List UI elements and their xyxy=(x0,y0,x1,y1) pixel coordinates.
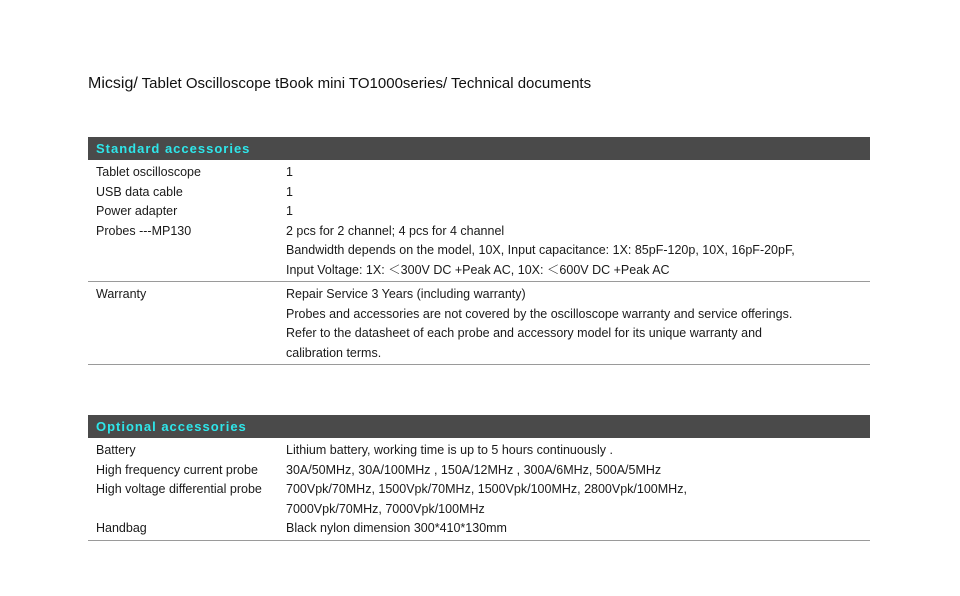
section-header-optional: Optional accessories xyxy=(88,415,870,438)
row-value xyxy=(286,441,870,461)
row-label: Handbag xyxy=(96,521,147,535)
table-row xyxy=(88,441,870,461)
row-value-line: 1 xyxy=(286,204,293,218)
row-label: Tablet oscilloscope xyxy=(96,165,201,179)
breadcrumb-brand: Micsig/ xyxy=(88,75,138,92)
row-group xyxy=(88,438,870,541)
row-value xyxy=(286,285,870,363)
row-value-line: Probes and accessories are not covered by the oscilloscope warranty and service offerings. xyxy=(286,306,793,321)
breadcrumb-section: Technical documents xyxy=(447,75,592,92)
row-value xyxy=(286,163,870,183)
row-value xyxy=(286,461,870,481)
table-row xyxy=(88,222,870,281)
row-value xyxy=(286,202,870,222)
row-group xyxy=(88,160,870,282)
row-value-line: 1 xyxy=(286,165,293,179)
row-value-line: 1 xyxy=(286,184,293,199)
breadcrumb-product: Tablet Oscilloscope tBook mini TO1000series/ xyxy=(137,75,448,92)
table-row xyxy=(88,480,870,519)
row-label: Probes ---MP130 xyxy=(96,223,192,238)
row-label: High frequency current probe xyxy=(96,462,258,477)
table-row xyxy=(88,285,870,363)
row-value xyxy=(286,519,870,539)
table-row xyxy=(88,461,870,481)
row-value-line: 700Vpk/70MHz, 1500Vpk/70MHz, 1500Vpk/100MHz, 2800Vpk/100MHz, xyxy=(286,482,687,496)
row-value-line: Repair Service 3 Years (including warranty) xyxy=(286,287,526,301)
row-value-line: Input Voltage: 1X: ＜300V DC +Peak AC, 10X: ＜600V DC +Peak AC xyxy=(286,262,670,277)
row-value-line: 7000Vpk/70MHz, 7000Vpk/100MHz xyxy=(286,501,485,516)
row-label: Warranty xyxy=(96,287,147,301)
row-value-line: Refer to the datasheet of each probe and accessory model for its unique warranty and xyxy=(286,326,762,340)
breadcrumb xyxy=(88,74,591,94)
row-value-line: Lithium battery, working time is up to 5 hours continuously . xyxy=(286,443,614,457)
row-label: Battery xyxy=(96,443,136,457)
section-header-standard: Standard accessories xyxy=(88,137,870,160)
row-group xyxy=(88,282,870,365)
table-row xyxy=(88,163,870,183)
row-label: High voltage differential probe xyxy=(96,482,262,496)
standard-accessories-table xyxy=(88,137,870,365)
row-label: USB data cable xyxy=(96,184,183,199)
row-value-line: calibration terms. xyxy=(286,345,382,360)
table-row xyxy=(88,202,870,222)
row-value-line: 2 pcs for 2 channel; 4 pcs for 4 channel xyxy=(286,223,505,238)
optional-groups xyxy=(88,438,870,541)
row-value-line: Black nylon dimension 300*410*130mm xyxy=(286,521,507,535)
row-value-line: 30A/50MHz, 30A/100MHz , 150A/12MHz , 300A/6MHz, 500A/5MHz xyxy=(286,462,662,477)
table-row xyxy=(88,183,870,203)
row-value xyxy=(286,183,870,203)
standard-groups xyxy=(88,160,870,365)
row-value xyxy=(286,222,870,281)
row-label: Power adapter xyxy=(96,204,178,218)
row-value-line: Bandwidth depends on the model, 10X, Input capacitance: 1X: 85pF-120p, 10X, 16pF-20pF, xyxy=(286,243,795,257)
table-row xyxy=(88,519,870,539)
row-value xyxy=(286,480,870,519)
optional-accessories-table xyxy=(88,415,870,541)
